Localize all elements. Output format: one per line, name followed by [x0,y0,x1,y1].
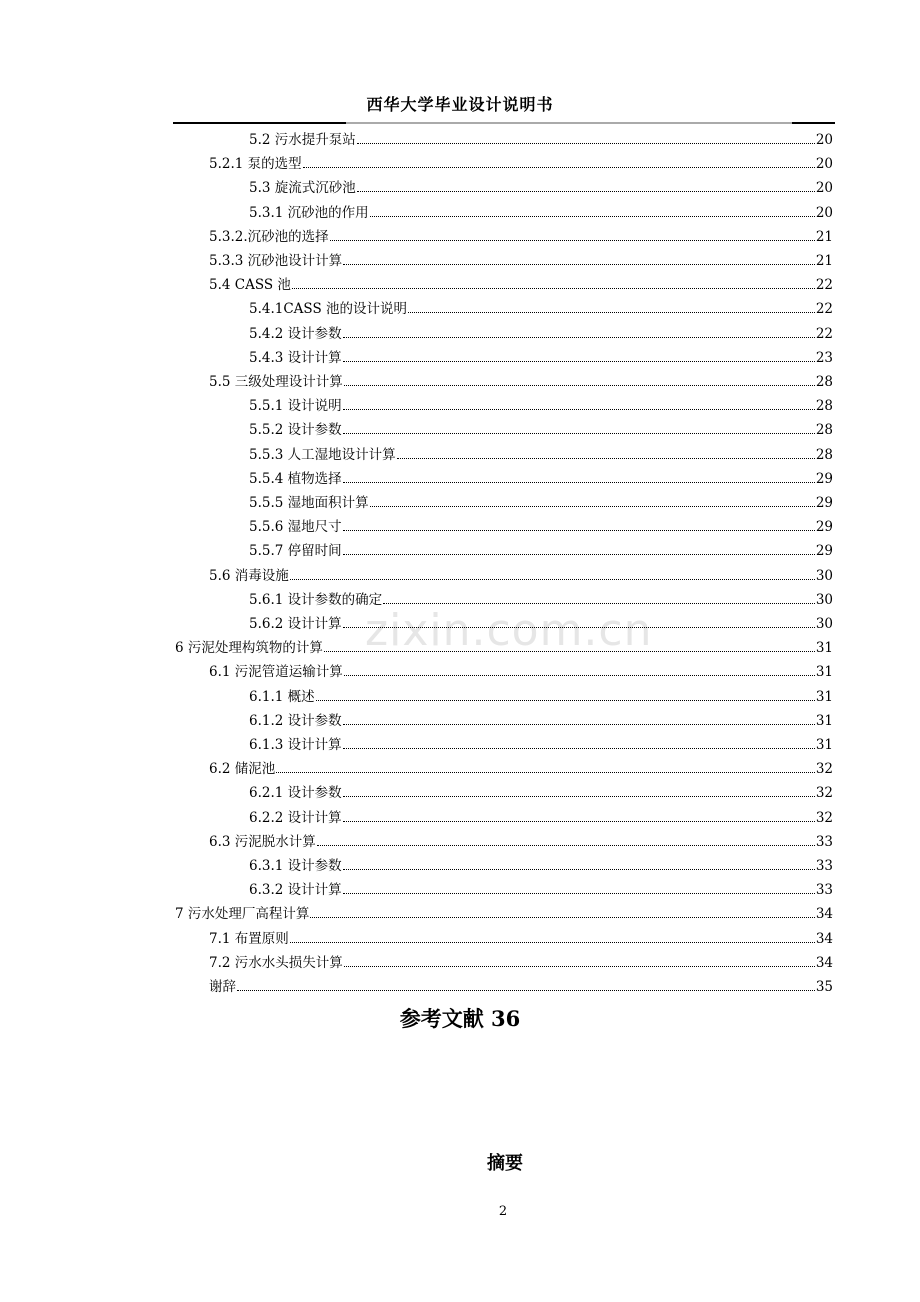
toc-dot-leader [237,989,815,991]
toc-entry[interactable] [249,850,833,874]
toc-entry-label: 6.3.2 设计计算 [249,882,342,899]
toc-entry[interactable] [249,318,833,342]
toc-entry[interactable] [249,390,833,414]
watermark: zixin.com.cn [365,605,653,656]
toc-entry-label: 5.4.2 设计参数 [249,325,342,342]
toc-entry[interactable] [249,729,833,753]
toc-entry-label: 6.1 污泥管道运输计算 [209,664,343,681]
toc-dot-leader [343,529,815,531]
toc-entry[interactable] [209,947,833,971]
toc-dot-leader [343,481,815,483]
toc-dot-leader [357,142,815,144]
toc-entry-label: 7.1 布置原则 [209,930,289,947]
toc-dot-leader [316,699,815,701]
toc-entry[interactable] [249,802,833,826]
toc-entry[interactable] [249,293,833,317]
toc-entry[interactable] [209,923,833,947]
toc-dot-leader [344,965,815,967]
toc-entry-page: 20 [815,204,833,221]
toc-dot-leader [343,892,815,894]
toc-dot-leader [324,650,815,652]
toc-entry-label: 5.4.1CASS 池的设计说明 [249,301,407,318]
toc-entry-page: 29 [815,519,833,536]
toc-dot-leader [276,771,815,773]
toc-dot-leader [344,384,815,386]
toc-dot-leader [317,844,815,846]
toc-entry-page: 32 [815,761,833,778]
toc-entry[interactable] [249,681,833,705]
toc-entry-label: 5.5.6 湿地尺寸 [249,519,342,536]
toc-dot-leader [343,626,815,628]
toc-dot-leader [292,287,815,289]
toc-entry[interactable] [209,656,833,680]
toc-dot-leader [370,505,815,507]
toc-dot-leader [343,408,815,410]
toc-entry[interactable] [209,148,833,172]
toc-entry-page: 21 [815,228,833,245]
toc-entry-label: 5.6.1 设计参数的确定 [249,591,383,608]
toc-entry-page: 28 [815,398,833,415]
toc-entry-page: 30 [815,591,833,608]
toc-entry-label: 7 污水处理厂高程计算 [175,906,310,923]
toc-entry-page: 33 [815,833,833,850]
toc-entry-label: 6.1.2 设计参数 [249,712,342,729]
toc-entry[interactable] [249,584,833,608]
toc-entry[interactable] [249,439,833,463]
toc-entry[interactable] [209,753,833,777]
toc-entry-page: 31 [815,640,833,657]
toc-entry-label: 5.6.2 设计计算 [249,616,342,632]
toc-entry-label: 5.4.3 设计计算 [249,349,342,366]
toc-entry[interactable] [175,898,833,922]
toc-entry-page: 33 [815,882,833,899]
toc-dot-leader [343,432,815,434]
toc-dot-leader [370,215,815,217]
toc-entry[interactable] [209,971,833,995]
toc-entry-page: 22 [815,277,833,294]
toc-entry[interactable] [209,245,833,269]
toc-dot-leader [290,578,815,580]
toc-entry-page: 20 [815,156,833,173]
toc-dot-leader [343,336,815,338]
toc-entry-label: 5.3.2.沉砂池的选择 [209,228,329,245]
toc-entry-label: 6.2.1 设计参数 [249,785,342,802]
toc-entry-page: 28 [815,446,833,463]
toc-dot-leader [343,795,815,797]
toc-entry-page: 30 [815,616,833,632]
toc-entry-label: 5.6 消毒设施 [209,567,289,584]
toc-entry-label: 6.3.1 设计参数 [249,858,342,874]
toc-dot-leader [343,360,815,362]
toc-entry-label: 5.5.5 湿地面积计算 [249,495,369,511]
references-heading: 参考文献 36 [399,1006,521,1031]
toc-dot-leader [343,868,815,870]
toc-entry[interactable] [209,560,833,584]
toc-entry-label: 5.3 旋流式沉砂池 [249,180,356,197]
toc-entry[interactable] [249,705,833,729]
toc-entry[interactable] [249,511,833,535]
toc-entry[interactable] [249,777,833,801]
toc-entry-page: 20 [815,180,833,197]
toc-entry[interactable] [249,463,833,487]
toc-entry[interactable] [209,221,833,245]
toc-entry-page: 22 [815,301,833,318]
toc-entry-page: 33 [815,858,833,874]
toc-entry-label: 7.2 污水水头损失计算 [209,954,343,971]
abstract-heading: 摘要 [487,1153,523,1174]
toc-entry-label: 6.1.1 概述 [249,688,315,705]
toc-entry-page: 29 [815,470,833,487]
toc-dot-leader [303,166,815,168]
toc-entry-label: 5.5.3 人工湿地设计计算 [249,446,396,463]
toc-dot-leader [344,674,815,676]
toc-entry[interactable] [249,197,833,221]
toc-entry-page: 31 [815,737,833,753]
toc-entry[interactable] [249,608,833,632]
toc-entry-label: 5.3.3 沉砂池设计计算 [209,253,343,269]
page-header-title: 西华大学毕业设计说明书 [366,95,554,114]
toc-dot-leader [343,747,815,749]
toc-dot-leader [330,239,815,241]
toc-entry-label: 6.3 污泥脱水计算 [209,833,316,850]
toc-entry-page: 28 [815,374,833,390]
toc-entry-label: 5.4 CASS 池 [209,277,291,294]
toc-dot-leader [290,941,815,943]
toc-entry-label: 5.5.2 设计参数 [249,422,342,439]
toc-entry-label: 6 污泥处理构筑物的计算 [175,640,323,657]
toc-entry[interactable] [209,269,833,293]
toc-entry[interactable] [249,874,833,898]
toc-entry-page: 31 [815,688,833,705]
toc-entry-page: 32 [815,785,833,802]
toc-entry-page: 23 [815,349,833,366]
toc-entry-page: 21 [815,253,833,269]
toc-entry[interactable] [209,366,833,390]
toc-dot-leader [343,553,815,555]
toc-entry[interactable] [249,124,833,148]
toc-dot-leader [383,602,815,604]
toc-entry-label: 5.3.1 沉砂池的作用 [249,204,369,221]
toc-entry-label: 5.5.1 设计说明 [249,398,342,415]
toc-entry-page: 35 [815,979,833,995]
page-number: 2 [498,1204,508,1219]
toc-entry-label: 6.2 储泥池 [209,761,276,778]
toc-entry-page: 22 [815,325,833,342]
toc-entry-label: 5.5.4 植物选择 [249,470,342,487]
toc-entry-page: 30 [815,567,833,584]
toc-entry-page: 31 [815,664,833,681]
toc-entry-label: 5.2.1 泵的选型 [209,156,302,173]
toc-entry-page: 29 [815,495,833,511]
toc-dot-leader [357,190,815,192]
toc-entry-label: 5.2 污水提升泵站 [249,132,356,148]
toc-entry-label: 6.2.2 设计计算 [249,809,342,826]
toc-entry[interactable] [175,632,833,656]
toc-dot-leader [408,311,815,313]
toc-entry-page: 34 [815,930,833,947]
toc-dot-leader [397,457,815,459]
toc-dot-leader [343,723,815,725]
toc-entry-page: 20 [815,132,833,148]
toc-entry-page: 32 [815,809,833,826]
toc-entry-page: 29 [815,543,833,560]
toc-entry-label: 5.5.7 停留时间 [249,543,342,560]
toc-entry[interactable] [249,414,833,438]
toc-dot-leader [343,263,815,265]
toc-dot-leader [310,916,814,918]
toc-entry-label: 5.5 三级处理设计计算 [209,374,343,390]
toc-entry-page: 34 [815,954,833,971]
toc-entry-label: 6.1.3 设计计算 [249,737,342,753]
toc-entry[interactable] [249,535,833,559]
toc-entry[interactable] [249,172,833,196]
toc-entry-page: 28 [815,422,833,439]
toc-entry[interactable] [249,487,833,511]
toc-entry[interactable] [249,342,833,366]
toc-entry-label: 谢辞 [209,979,236,995]
toc-entry[interactable] [209,826,833,850]
toc-entry-page: 34 [815,906,833,923]
toc-dot-leader [343,820,815,822]
toc-entry-page: 31 [815,712,833,729]
